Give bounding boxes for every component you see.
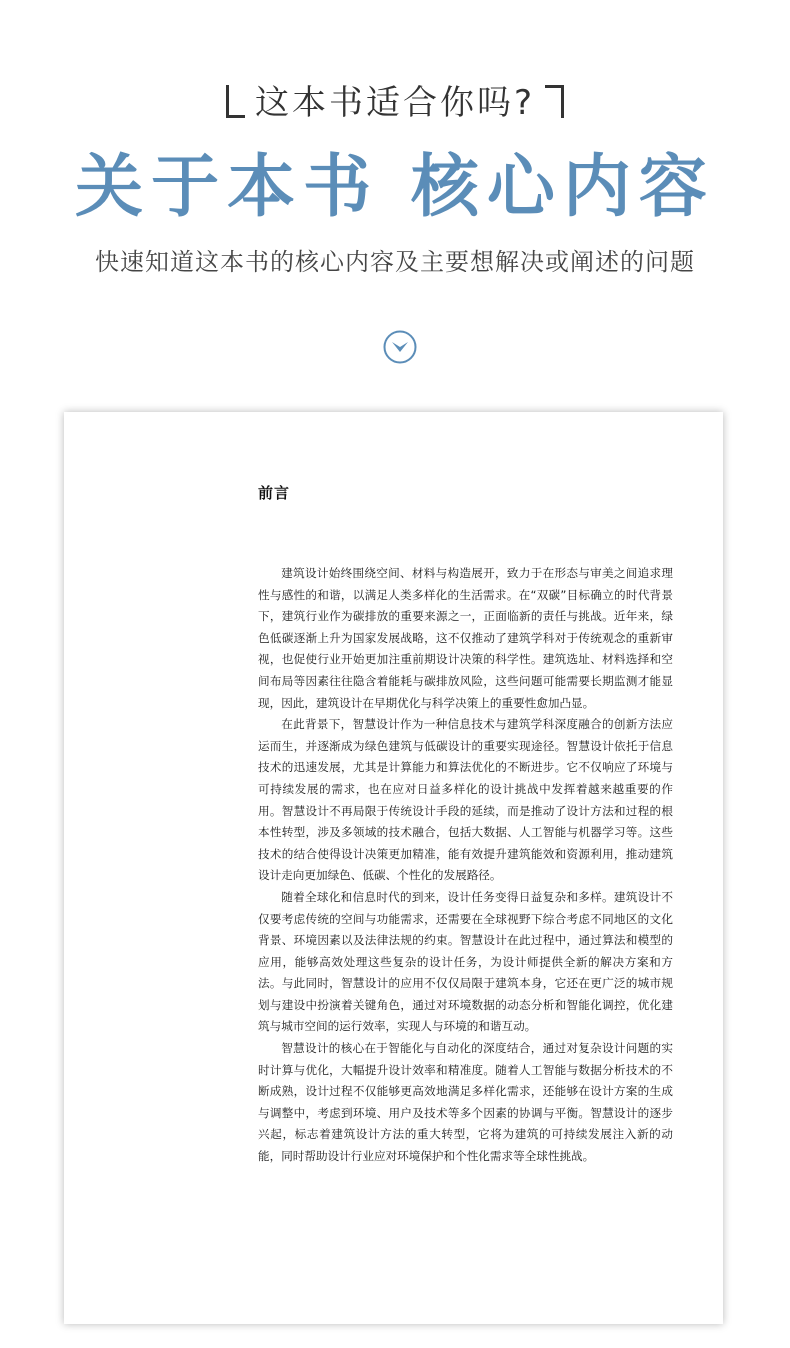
- paragraph: 随着全球化和信息时代的到来，设计任务变得日益复杂和多样。建筑设计不仅要考虑传统的空间与功能需求，还需要在全球视野下综合考虑不同地区的文化背景、环境因素以及法律法规的约束。智慧设计在此过程中，通过算法和模型的应用，能够高效处理这些复杂的设计任务，为设计师提供全新的解决方案和方法。与此同时，智慧设计的应用不仅仅局限于建筑本身，它还在更广泛的城市规划与建设中扮演着关键角色，通过对环境数据的动态分析和智能化调控，优化建筑与城市空间的运行效率，实现人与环境的和谐互动。: [258, 889, 673, 1034]
- page-heading: 前言: [258, 484, 291, 502]
- left-bracket-icon: [226, 85, 245, 118]
- book-page: [64, 412, 723, 1324]
- paragraph: 智慧设计的核心在于智能化与自动化的深度结合，通过对复杂设计问题的实时计算与优化，大幅提升设计效率和精准度。随着人工智能与数据分析技术的不断成熟，设计过程不仅能够更高效地满足多样化需求，还能够在设计方案的生成与调整中，考虑到环境、用户及技术等多个因素的协调与平衡。智慧设计的逐步兴起，标志着建筑设计方法的重大转型，它将为建筑的可持续发展注入新的动能，同时帮助设计行业应对环境保护和个性化需求等全球性挑战。: [258, 1041, 673, 1164]
- page-body: [258, 563, 673, 1168]
- header-tag: [0, 78, 790, 128]
- paragraph: 建筑设计始终围绕空间、材料与构造展开，致力于在形态与审美之间追求理性与感性的和谐，以满足人类多样化的生活需求。在“双碳”目标确立的时代背景下，建筑行业作为碳排放的重要来源之一，正面临新的责任与挑战。近年来，绿色低碳逐渐上升为国家发展战略，这不仅推动了建筑学科对于传统观念的重新审视，也促使行业开始更加注重前期设计决策的科学性。建筑选址、材料选择和空间布局等因素往往隐含着能耗与碳排放风险，这些问题可能需要长期监测才能显现，因此，建筑设计在早期优化与科学决策上的重要性愈加凸显。: [258, 566, 673, 710]
- header-tag-text: 这本书适合你吗?: [254, 83, 536, 123]
- subtitle: 快速知道这本书的核心内容及主要想解决或阐述的问题: [95, 248, 695, 276]
- main-title: 关于本书 核心内容: [75, 147, 715, 227]
- chevron-down-circle-icon: [383, 330, 417, 364]
- right-bracket-icon: [545, 85, 564, 118]
- paragraph: 在此背景下，智慧设计作为一种信息技术与建筑学科深度融合的创新方法应运而生，并逐渐成为绿色建筑与低碳设计的重要实现途径。智慧设计依托于信息技术的迅速发展，尤其是计算能力和算法优化的不断进步。它不仅响应了环境与可持续发展的需求，也在应对日益多样化的设计挑战中发挥着越来越重要的作用。智慧设计不再局限于传统设计手段的延续，而是推动了设计方法和过程的根本性转型，涉及多领域的技术融合，包括大数据、人工智能与机器学习等。这些技术的结合使得设计决策更加精准，能有效提升建筑能效和资源利用，推动建筑设计走向更加绿色、低碳、个性化的发展路径。: [258, 717, 673, 883]
